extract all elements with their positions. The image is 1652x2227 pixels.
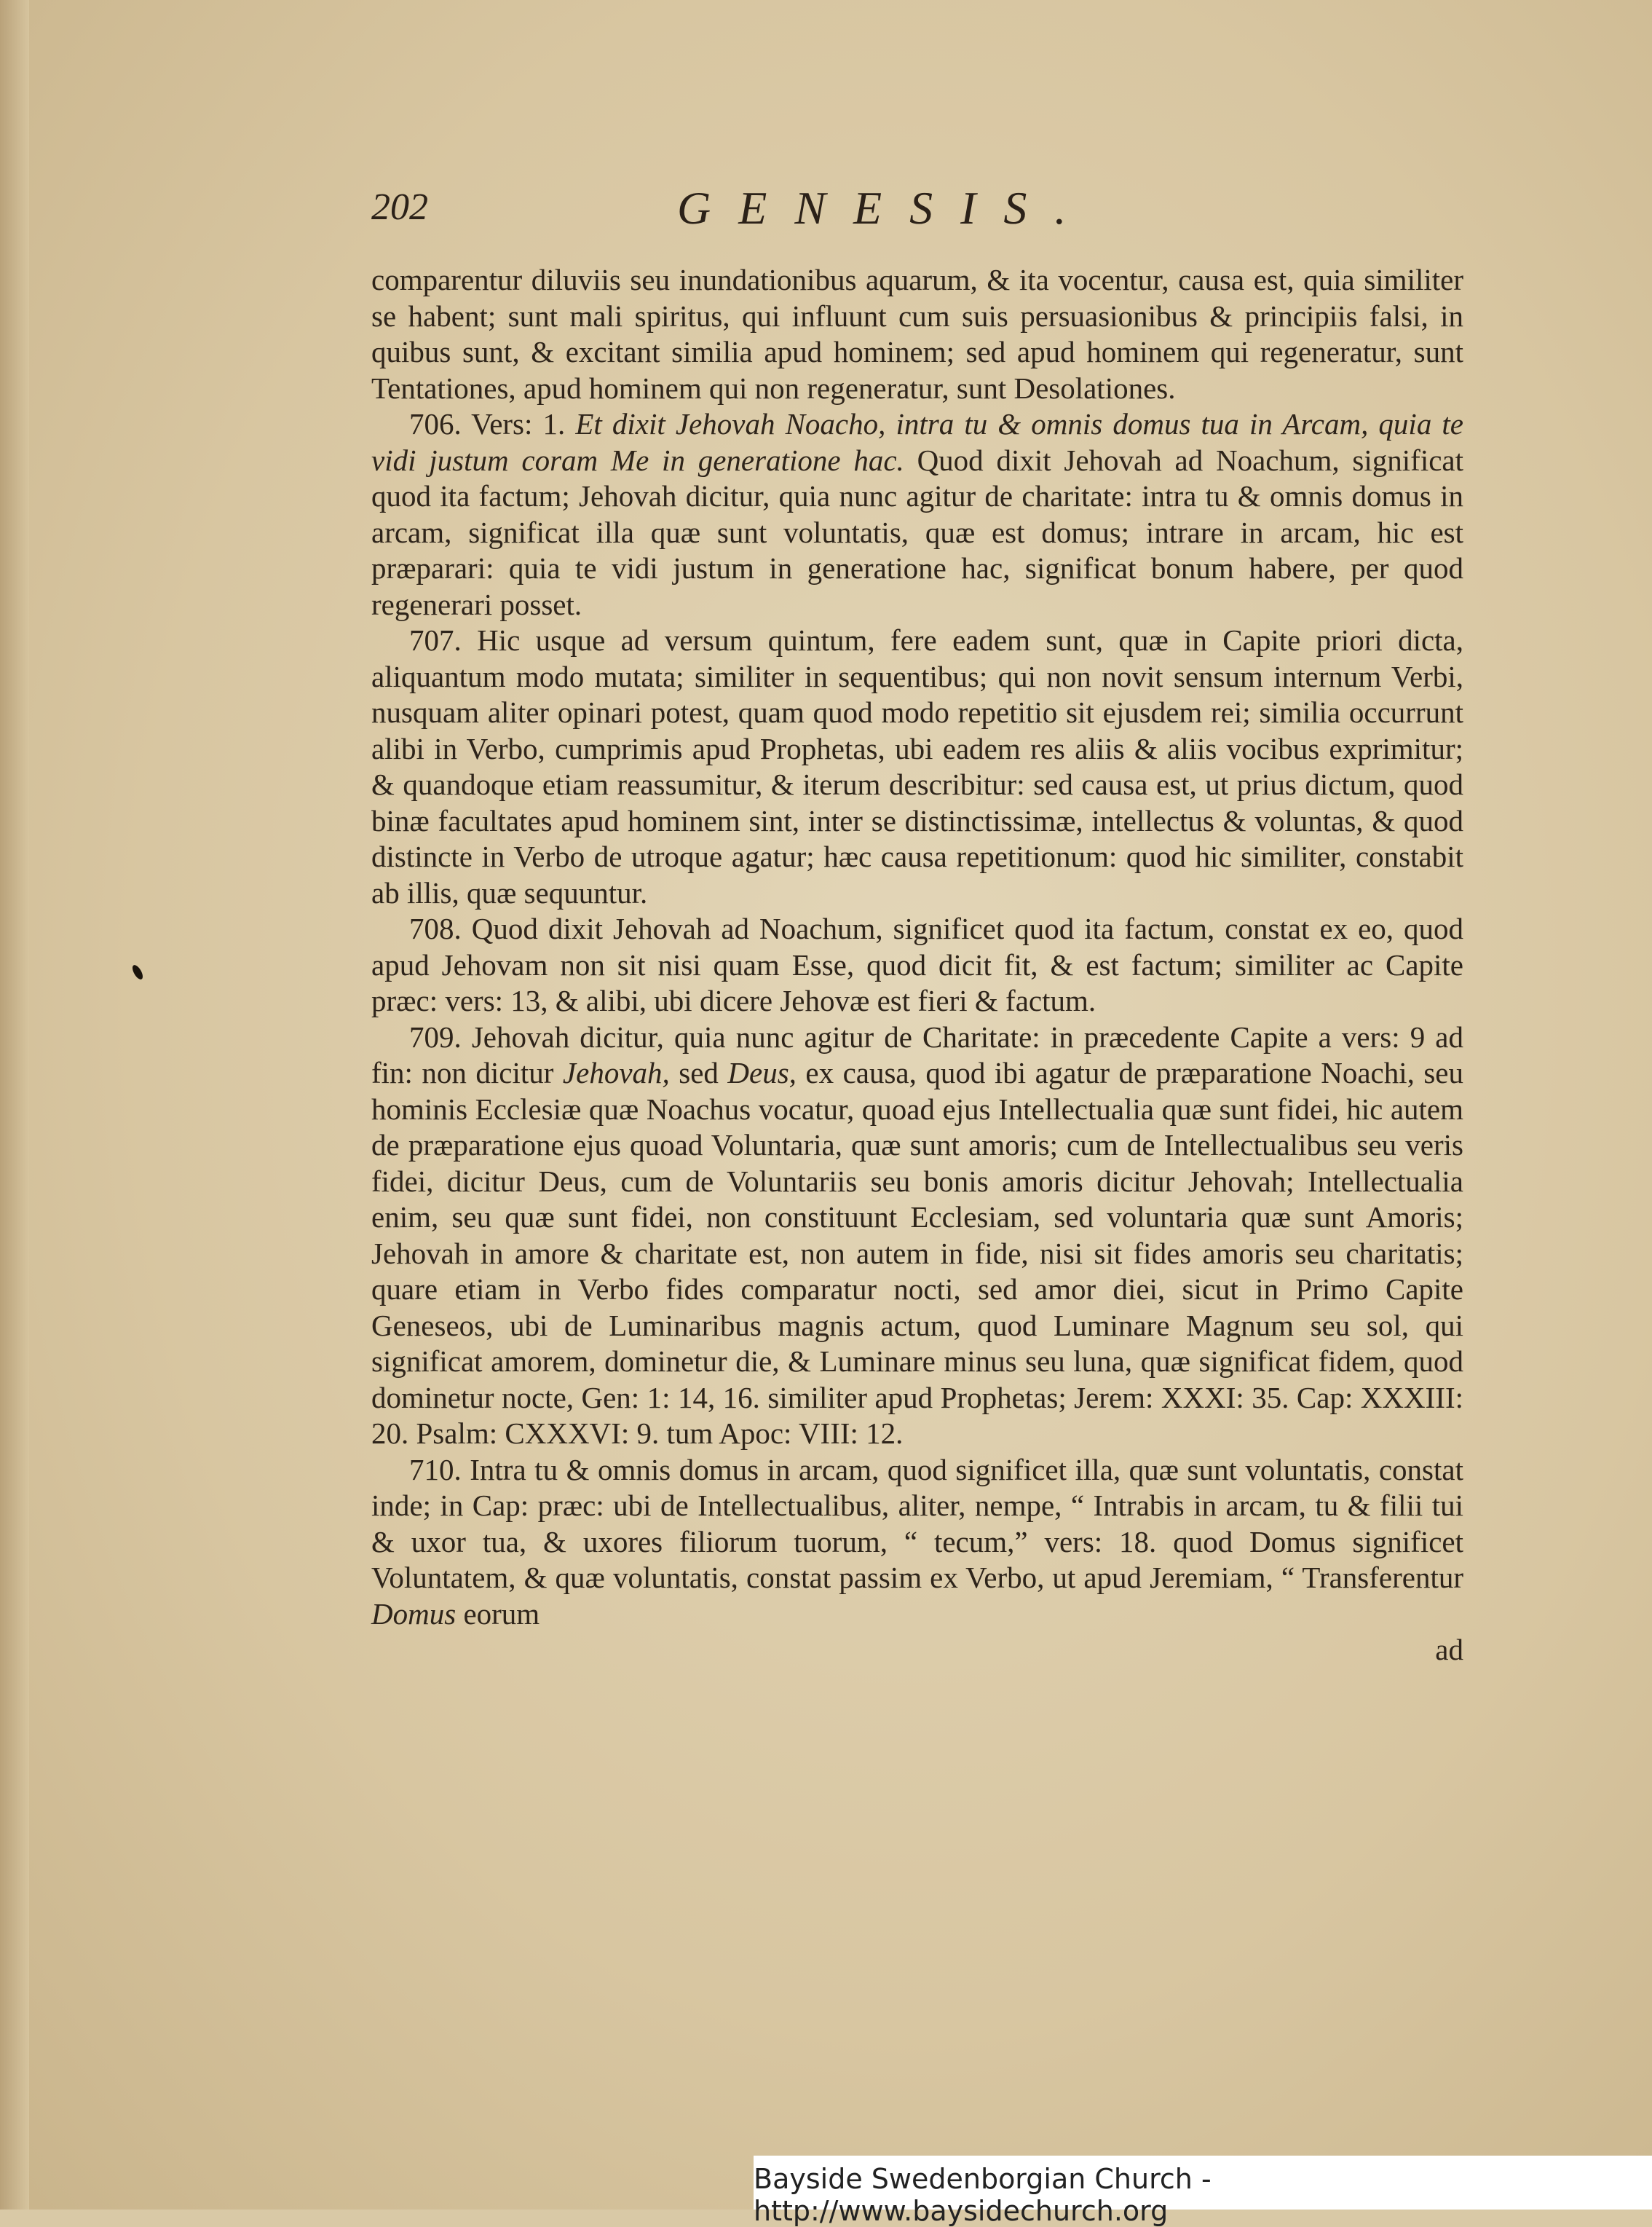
continuation-paragraph: comparentur diluviis seu inundationibus aquarum, & ita vocentur, causa est, quia similiter se habent; sunt mali spiritus, qui influunt cum suis persuasionibus & principiis falsi, in quibus sunt, & excitant similia apud hominem; sed apud hominem qui regeneratur, sunt Tentationes, apud hominem qui non regeneratur, sunt Desolationes. bbox=[371, 263, 1463, 405]
paragraph-text: ex causa, quod ibi agatur de præparatione Noachi, seu hominis Ecclesiæ quæ Noachus vocatur, quoad ejus Intellectualia quæ sunt fidei, hic autem de præparatione ejus quoad Voluntaria, quæ sunt amoris; cum de Intellectualibus seu veris fidei, dicitur Deus, cum de Voluntariis seu bonis amoris dicitur Jehovah; Intellectualia enim, seu quæ sunt fidei, non constituunt Ecclesiam, sed voluntaria quæ sunt Amoris; Jehovah in amore & charitate est, non autem in fide, nisi sit fides amoris seu charitatis; quare etiam in Verbo fides comparatur nocti, sed amor diei, sicut in Primo Capite Geneseos, ubi de Luminaribus magnis actum, quod Luminare Magnum seu sol, qui significat amorem, dominetur die, & Luminare minus seu luna, quæ significat fidem, quod dominetur nocte, Gen: 1: 14, 16. similiter apud Prophetas; Jerem: XXXI: 35. Cap: XXXIII: 20. Psalm: CXXXVI: 9. tum Apoc: VIII: 12. bbox=[371, 1056, 1464, 1450]
page-number: 202 bbox=[371, 186, 428, 228]
emphasis-jehovah: Jehovah, bbox=[562, 1056, 670, 1089]
scripture-quote: Et dixit Jehovah Noacho, intra tu & omnis domus tua in Arcam, quia te vidi justum coram Me in generatione hac. bbox=[371, 407, 1464, 477]
paragraph-text: Quod dixit Jehovah ad Noachum, significet quod ita factum, constat ex eo, quod apud Jehovam non sit nisi quam Esse, quod dicit fit, & est factum; similiter ac Capite præc: vers: 13, & alibi, ubi dicere Jehovæ est fieri & factum. bbox=[371, 912, 1464, 1017]
paragraph-708 bbox=[371, 911, 1463, 1020]
running-title: GENESIS. bbox=[677, 182, 1094, 234]
paragraph-text: Intra tu & omnis domus in arcam, quod significet illa, quæ sunt voluntatis, constat inde; in Cap: præc: ubi de Intellectualibus, aliter, nempe, “ Intrabis in arcam, tu & filii tui & uxor tua, & uxores filiorum tuorum, “ tecum,” vers: 18. quod Domus significet Voluntatem, & quæ voluntatis, constat passim ex Verbo, ut apud Jeremiam, “ Transferentur bbox=[371, 1452, 1463, 1594]
watermark-banner bbox=[754, 2156, 1652, 2227]
paragraph-text: Jehovah dicitur, quia nunc agitur de Charitate: in præcedente Capite a vers: 9 ad fin: non dicitur bbox=[371, 1020, 1463, 1089]
paragraph-text: sed bbox=[679, 1056, 719, 1089]
catchword: ad bbox=[1435, 1633, 1463, 1666]
verse-reference: Vers: 1. bbox=[471, 407, 566, 441]
paragraph-number: 707. bbox=[409, 623, 462, 657]
paragraph-number: 710. bbox=[409, 1452, 462, 1486]
watermark-text: Bayside Swedenborgian Church - http://www.baysidechurch.org bbox=[754, 2163, 1212, 2227]
paragraph-number: 708. bbox=[409, 912, 462, 945]
paragraph-number: 709. bbox=[409, 1020, 462, 1054]
paragraph-710 bbox=[371, 1452, 1463, 1633]
page-header bbox=[371, 182, 1463, 244]
paragraph-709 bbox=[371, 1020, 1463, 1452]
page-gutter bbox=[0, 0, 29, 2210]
paragraph-text: Quod dixit Jehovah ad Noachum, significat quod ita factum; Jehovah dicitur, quia nunc agitur de charitate: intra tu & omnis domus in arcam, significat illa quæ sunt voluntatis, quæ est domus; intrare in arcam, hic est præparari: quia te vidi justum in generatione hac, significat bonum habere, per quod regenerari posset. bbox=[371, 443, 1463, 621]
paragraph-707 bbox=[371, 623, 1463, 911]
paragraph-text: eorum bbox=[463, 1596, 540, 1631]
paragraph-text: Hic usque ad versum quintum, fere eadem sunt, quæ in Capite priori dicta, aliquantum modo mutata; similiter in sequentibus; qui non novit sensum internum Verbi, nusquam aliter opinari potest, quam quod modo repetitio sit ejusdem rei; similia occurrunt alibi in Verbo, cumprimis apud Prophetas, ubi eadem res aliis & aliis vocibus exprimitur; & quandoque etiam reassumitur, & iterum describitur: sed causa est, ut prius dictum, quod binæ facultates apud hominem sint, inter se distinctissimæ, intellectus & voluntas, & quod distincte in Verbo de utroque agatur; hæc causa repetitionum: quod hic similiter, constabit ab illis, quæ sequuntur. bbox=[371, 623, 1464, 910]
ink-speck bbox=[130, 963, 145, 981]
emphasis-deus: Deus, bbox=[727, 1056, 797, 1089]
emphasis-domus: Domus bbox=[371, 1596, 457, 1631]
paragraph-706 bbox=[371, 406, 1463, 623]
paragraph-number: 706. bbox=[409, 407, 462, 441]
text-block bbox=[371, 262, 1463, 1668]
